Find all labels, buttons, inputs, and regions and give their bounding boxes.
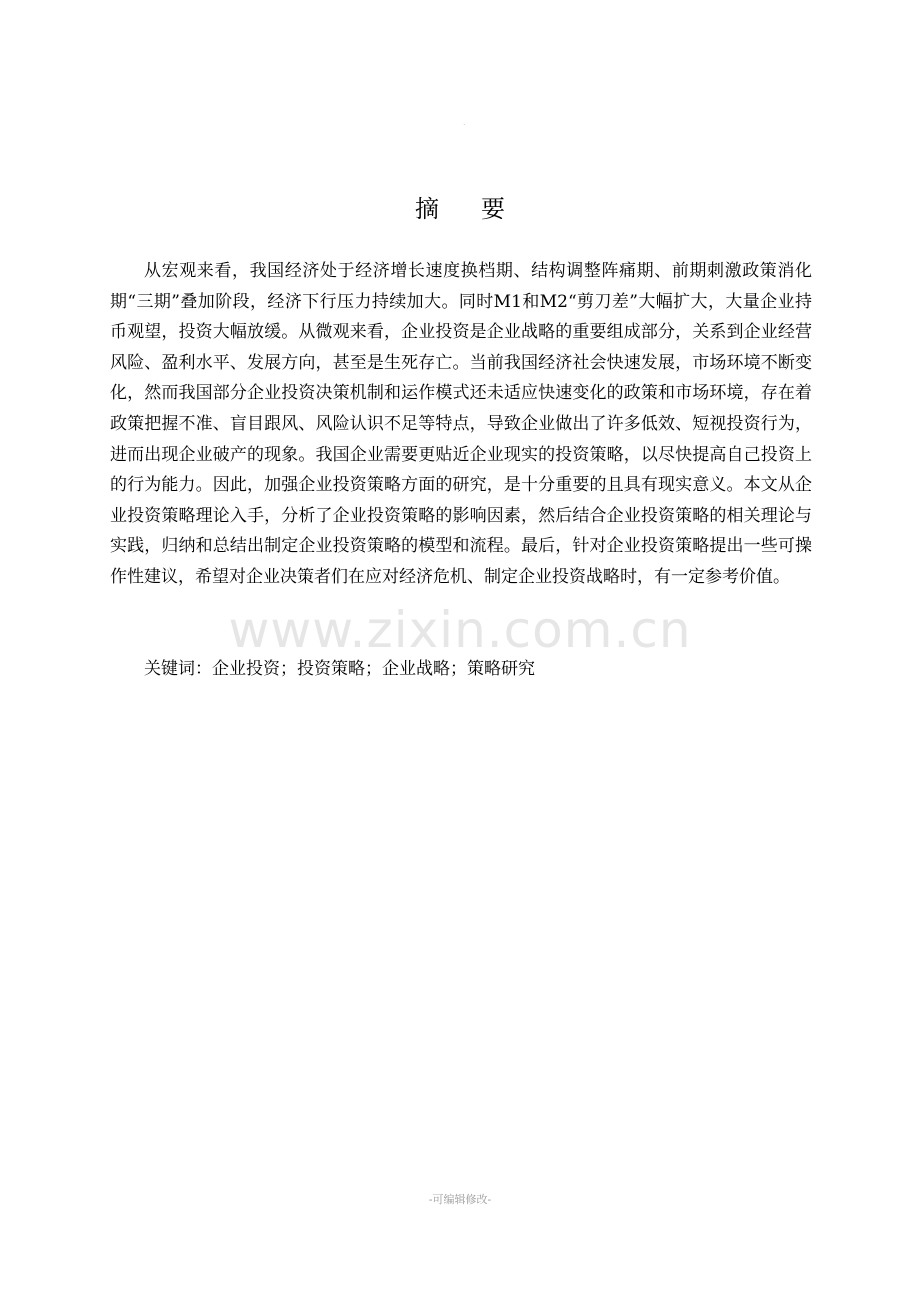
watermark: www.zixin.com.cn: [228, 601, 692, 659]
footer-note: -可编辑修改-: [428, 1193, 492, 1206]
page-title: 摘要: [415, 195, 547, 223]
abstract-paragraph: 从宏观来看，我国经济处于经济增长速度换档期、结构调整阵痛期、前期刺激政策消化期“三期”叠加阶段，经济下行压力持续加大。同时M1和M2“剪刀差”大幅扩大，大量企业持币观望，投资大幅放缓。从微观来看，企业投资是企业战略的重要组成部分，关系到企业经营风险、盈利水平、发展方向，甚至是生死存亡。当前我国经济社会快速发展，市场环境不断变化，然而我国部分企业投资决策机制和运作模式还未适应快速变化的政策和市场环境，存在着政策把握不准、盲目跟风、风险认识不足等特点，导致企业做出了许多低效、短视投资行为，进而出现企业破产的现象。我国企业需要更贴近企业现实的投资策略，以尽快提高自己投资上的行为能力。因此，加强企业投资策略方面的研究，是十分重要的且具有现实意义。本文从企业投资策略理论入手，分析了企业投资策略的影响因素，然后结合企业投资策略的相关理论与实践，归纳和总结出制定企业投资策略的模型和流程。最后，针对企业投资策略提出一些可操作性建议，希望对企业决策者们在应对经济危机、制定企业投资战略时，有一定参考价值。: [110, 261, 812, 587]
keywords-line: 关键词：企业投资；投资策略；企业战略；策略研究: [144, 659, 535, 679]
header-mark: .: [463, 118, 466, 127]
